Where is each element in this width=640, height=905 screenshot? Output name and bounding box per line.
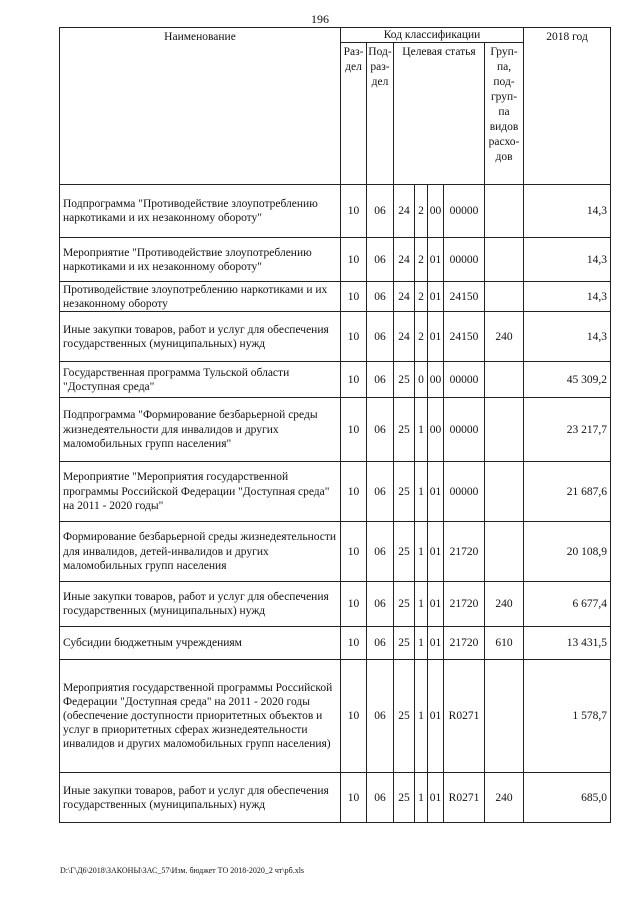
cell-cs2: 1 <box>415 522 428 582</box>
cell-cs4: 00000 <box>444 398 485 462</box>
cell-cs2: 1 <box>415 462 428 522</box>
cell-rz: 10 <box>341 185 367 238</box>
header-year: 2018 год <box>524 28 611 185</box>
cell-pr: 06 <box>367 582 394 627</box>
cell-pr: 06 <box>367 185 394 238</box>
header-section: Раз- дел <box>341 43 367 185</box>
cell-cs2: 1 <box>415 627 428 660</box>
cell-pr: 06 <box>367 398 394 462</box>
cell-cs4: 24150 <box>444 282 485 312</box>
cell-cs1: 24 <box>394 185 415 238</box>
cell-cs2: 2 <box>415 185 428 238</box>
cell-vr <box>485 462 524 522</box>
cell-cs1: 25 <box>394 627 415 660</box>
cell-cs1: 25 <box>394 582 415 627</box>
cell-amount: 14,3 <box>524 282 611 312</box>
cell-cs2: 1 <box>415 398 428 462</box>
table-row <box>60 312 611 362</box>
cell-amount: 20 108,9 <box>524 522 611 582</box>
table-row <box>60 462 611 522</box>
cell-vr: 240 <box>485 582 524 627</box>
header-name: Наименование <box>60 28 341 185</box>
cell-amount: 6 677,4 <box>524 582 611 627</box>
cell-cs3: 01 <box>428 312 444 362</box>
cell-cs4: R0271 <box>444 773 485 823</box>
cell-name: Противодействие злоупотреблению наркотиками и их незаконному обороту <box>60 282 341 312</box>
cell-cs4: 00000 <box>444 462 485 522</box>
table-row <box>60 282 611 312</box>
cell-vr: 240 <box>485 312 524 362</box>
cell-vr: 610 <box>485 627 524 660</box>
cell-cs1: 25 <box>394 362 415 398</box>
table-row <box>60 185 611 238</box>
table-row <box>60 627 611 660</box>
cell-rz: 10 <box>341 660 367 773</box>
cell-cs3: 01 <box>428 660 444 773</box>
cell-cs3: 01 <box>428 238 444 282</box>
cell-rz: 10 <box>341 312 367 362</box>
table-row <box>60 660 611 773</box>
cell-cs4: 00000 <box>444 238 485 282</box>
cell-vr <box>485 660 524 773</box>
header-code-group: Код классификации <box>341 28 524 43</box>
cell-name: Подпрограмма "Противодействие злоупотреблению наркотиками и их незаконному обороту" <box>60 185 341 238</box>
header-target-article: Целевая статья <box>394 43 485 185</box>
cell-amount: 1 578,7 <box>524 660 611 773</box>
cell-amount: 14,3 <box>524 185 611 238</box>
cell-vr <box>485 282 524 312</box>
cell-cs2: 1 <box>415 660 428 773</box>
cell-vr <box>485 185 524 238</box>
cell-amount: 13 431,5 <box>524 627 611 660</box>
budget-table <box>59 27 611 823</box>
cell-amount: 21 687,6 <box>524 462 611 522</box>
cell-cs4: 24150 <box>444 312 485 362</box>
cell-cs2: 0 <box>415 362 428 398</box>
cell-cs2: 2 <box>415 312 428 362</box>
cell-cs1: 24 <box>394 312 415 362</box>
cell-cs2: 1 <box>415 773 428 823</box>
cell-rz: 10 <box>341 238 367 282</box>
cell-vr <box>485 238 524 282</box>
cell-name: Государственная программа Тульской области "Доступная среда" <box>60 362 341 398</box>
cell-cs1: 25 <box>394 773 415 823</box>
cell-cs3: 00 <box>428 398 444 462</box>
cell-pr: 06 <box>367 660 394 773</box>
cell-cs1: 24 <box>394 238 415 282</box>
table-row <box>60 773 611 823</box>
cell-pr: 06 <box>367 362 394 398</box>
cell-name: Формирование безбарьерной среды жизнедеятельности для инвалидов, детей-инвалидов и других маломобильных групп населения <box>60 522 341 582</box>
header-subsection: Под- раз- дел <box>367 43 394 185</box>
cell-vr: 240 <box>485 773 524 823</box>
cell-name: Иные закупки товаров, работ и услуг для обеспечения государственных (муниципальных) нужд <box>60 582 341 627</box>
cell-rz: 10 <box>341 627 367 660</box>
table-row <box>60 522 611 582</box>
cell-pr: 06 <box>367 312 394 362</box>
cell-cs2: 2 <box>415 282 428 312</box>
cell-rz: 10 <box>341 362 367 398</box>
cell-pr: 06 <box>367 282 394 312</box>
cell-vr <box>485 362 524 398</box>
cell-name: Иные закупки товаров, работ и услуг для обеспечения государственных (муниципальных) нужд <box>60 773 341 823</box>
cell-cs3: 01 <box>428 773 444 823</box>
cell-cs4: 21720 <box>444 522 485 582</box>
cell-cs1: 25 <box>394 522 415 582</box>
cell-cs1: 24 <box>394 282 415 312</box>
cell-name: Мероприятие "Мероприятия государственной программы Российской Федерации "Доступная среда" на 2011 - 2020 годы" <box>60 462 341 522</box>
cell-name: Иные закупки товаров, работ и услуг для обеспечения государственных (муниципальных) нужд <box>60 312 341 362</box>
table-row <box>60 582 611 627</box>
cell-cs3: 01 <box>428 582 444 627</box>
page-number: 196 <box>311 12 329 26</box>
cell-name: Подпрограмма "Формирование безбарьерной среды жизнедеятельности для инвалидов и других маломобильных групп населения" <box>60 398 341 462</box>
cell-amount: 14,3 <box>524 238 611 282</box>
cell-cs3: 01 <box>428 522 444 582</box>
cell-pr: 06 <box>367 462 394 522</box>
cell-vr <box>485 522 524 582</box>
header-expense-group: Груп- па, под- груп- па видов расхо- дов <box>485 43 524 185</box>
cell-pr: 06 <box>367 773 394 823</box>
cell-pr: 06 <box>367 238 394 282</box>
table-row <box>60 362 611 398</box>
cell-rz: 10 <box>341 398 367 462</box>
cell-cs3: 00 <box>428 362 444 398</box>
cell-amount: 23 217,7 <box>524 398 611 462</box>
cell-cs1: 25 <box>394 462 415 522</box>
cell-name: Мероприятия государственной программы Российской Федерации "Доступная среда" на 2011 - 2020 годы (обеспечение доступности приоритетных объектов и услуг в приоритетных сферах жизнедеятельности инвалидов и других маломобильных групп населения) <box>60 660 341 773</box>
cell-cs3: 01 <box>428 462 444 522</box>
file-path-footer: D:\Г\Д6\2018\ЗАКОНЫ\ЗАС_57\Изм. бюджет ТО 2018-2020_2 чт\рб.xls <box>60 866 305 875</box>
cell-rz: 10 <box>341 522 367 582</box>
cell-cs3: 00 <box>428 185 444 238</box>
cell-rz: 10 <box>341 582 367 627</box>
cell-cs4: 21720 <box>444 582 485 627</box>
cell-amount: 45 309,2 <box>524 362 611 398</box>
cell-cs2: 2 <box>415 238 428 282</box>
cell-cs4: 00000 <box>444 185 485 238</box>
cell-rz: 10 <box>341 282 367 312</box>
cell-cs1: 25 <box>394 660 415 773</box>
cell-cs4: 21720 <box>444 627 485 660</box>
cell-amount: 685,0 <box>524 773 611 823</box>
table-row <box>60 398 611 462</box>
cell-pr: 06 <box>367 522 394 582</box>
table-row <box>60 238 611 282</box>
cell-cs4: R0271 <box>444 660 485 773</box>
cell-cs3: 01 <box>428 282 444 312</box>
cell-vr <box>485 398 524 462</box>
cell-rz: 10 <box>341 773 367 823</box>
cell-amount: 14,3 <box>524 312 611 362</box>
cell-cs1: 25 <box>394 398 415 462</box>
cell-name: Мероприятие "Противодействие злоупотреблению наркотиками и их незаконному обороту" <box>60 238 341 282</box>
cell-cs4: 00000 <box>444 362 485 398</box>
cell-name: Субсидии бюджетным учреждениям <box>60 627 341 660</box>
cell-rz: 10 <box>341 462 367 522</box>
cell-cs2: 1 <box>415 582 428 627</box>
cell-pr: 06 <box>367 627 394 660</box>
cell-cs3: 01 <box>428 627 444 660</box>
